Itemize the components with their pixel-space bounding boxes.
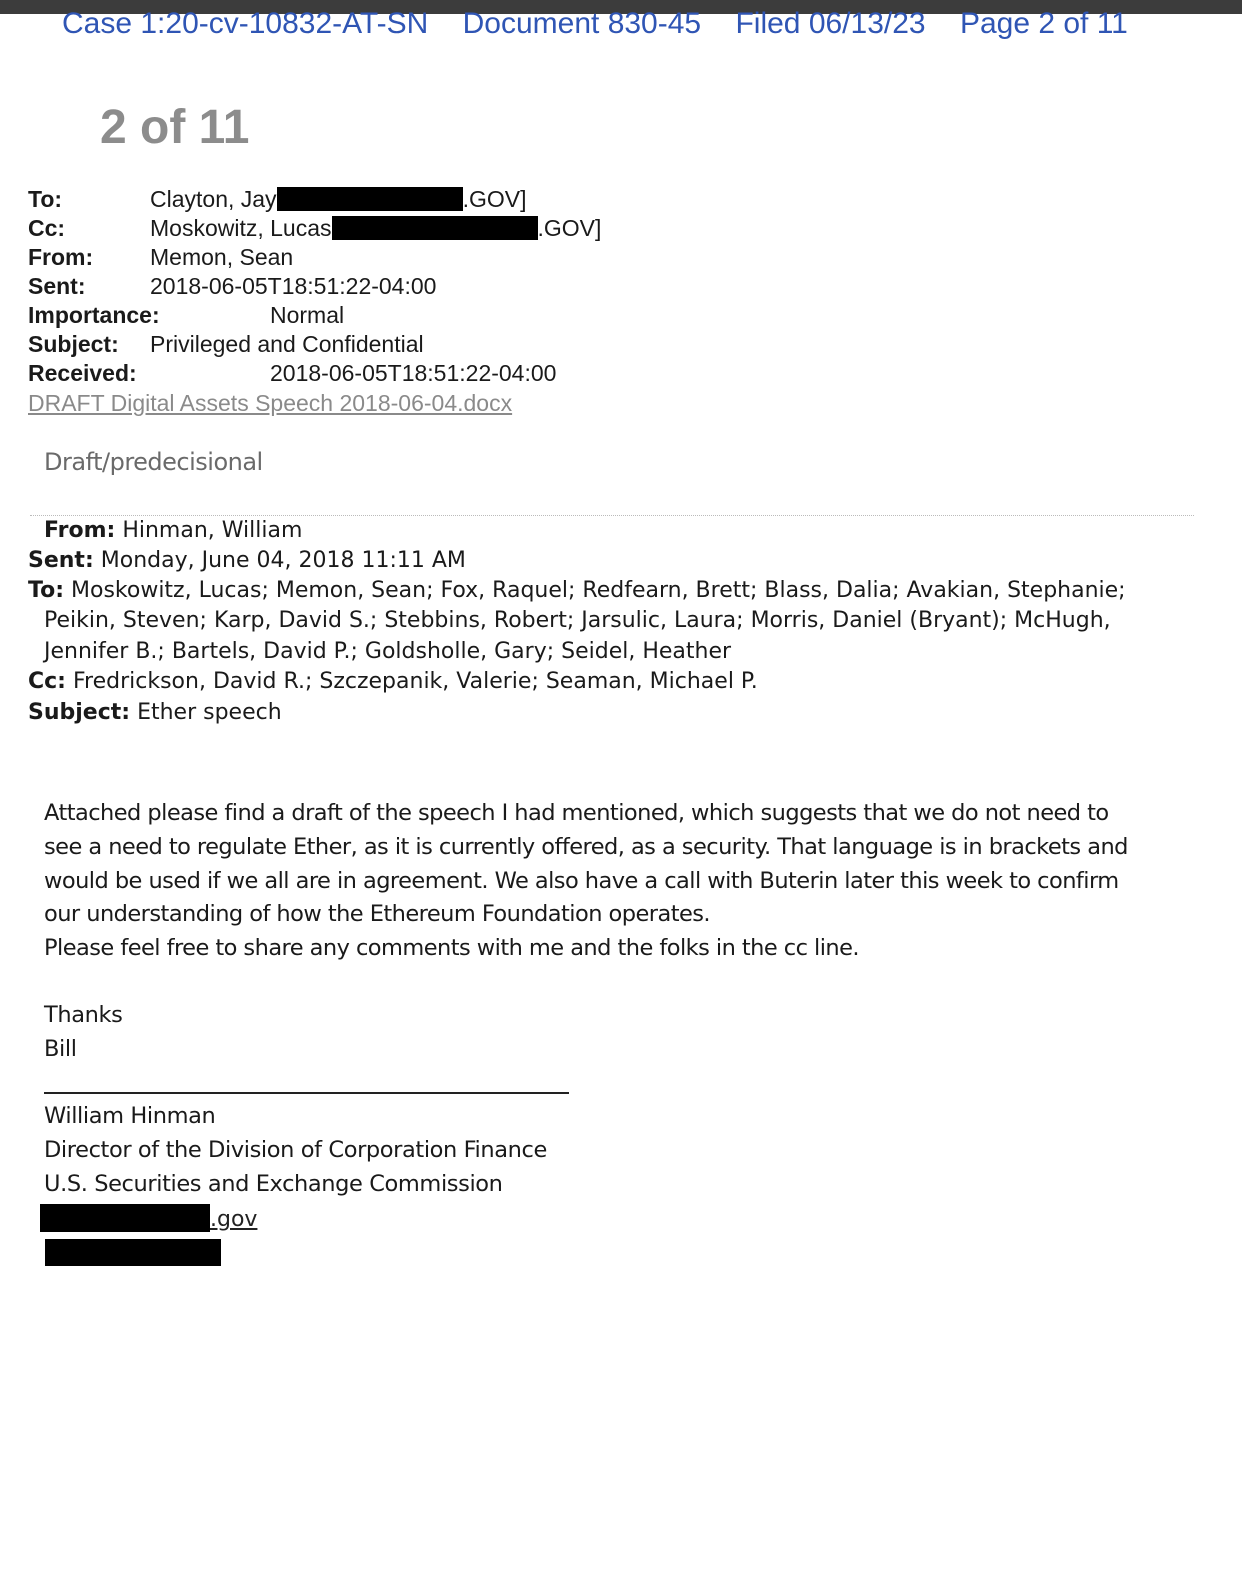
fwd-sent-label: Sent: [28,548,94,573]
signature-title: Director of the Division of Corporation Finance [44,1136,547,1163]
header-sent-label: Sent: [28,273,86,299]
fwd-to-label: To: [28,578,64,603]
body-line: would be used if we all are in agreement. We also have a call with Buterin later this week to confirm [44,867,1119,894]
header-importance-value: Normal [270,302,345,328]
header-cc-label: Cc: [28,215,66,241]
header-importance-row [28,301,345,330]
header-importance-label: Importance: [28,302,160,328]
header-from-label: From: [28,244,94,270]
draft-note: Draft/predecisional [44,448,263,476]
header-sent-row [28,272,437,301]
signature-block [44,1100,604,1201]
fwd-subject-label: Subject: [28,700,131,725]
header-from-value: Memon, Sean [150,244,294,270]
page-counter: 2 of 11 [100,101,250,154]
redaction-box [332,216,538,240]
case-number: Case 1:20-cv-10832-AT-SN [62,7,429,40]
closing-thanks: Thanks [44,1002,123,1028]
email-body [44,797,1214,966]
body-line: Attached please find a draft of the speech I had mentioned, which suggests that we do not need to [44,800,1109,826]
court-filing-header [62,4,1242,44]
fwd-to-row [28,576,1208,607]
body-line: Please feel free to share any comments with me and the folks in the cc line. [44,935,860,962]
document-number: Document 830-45 [462,7,702,40]
fwd-cc-value: Fredrickson, David R.; Szczepanik, Valerie; Seaman, Michael P. [72,669,758,694]
signature-name: William Hinman [44,1103,216,1129]
closing-name: Bill [44,1035,77,1062]
header-received-value: 2018-06-05T18:51:22-04:00 [270,360,557,386]
signature-divider [44,1092,569,1094]
header-cc-row [28,214,602,243]
fwd-to-line3: Jennifer B.; Bartels, David P.; Goldsholle, Gary; Seidel, Heather [44,639,732,664]
email-suffix[interactable]: .gov [210,1207,258,1232]
filed-date: Filed 06/13/23 [735,7,926,40]
page-number: Page 2 of 11 [959,7,1128,40]
attachment-link[interactable]: DRAFT Digital Assets Speech 2018-06-04.docx [28,390,513,416]
header-cc-value: Moskowitz, Lucas [150,215,332,241]
fwd-sent-row [28,546,1208,577]
signature-org: U.S. Securities and Exchange Commission [44,1170,503,1197]
header-subject-row [28,330,424,359]
header-to-suffix: .GOV] [462,186,527,212]
redaction-box [40,1204,210,1232]
header-sent-value: 2018-06-05T18:51:22-04:00 [150,273,437,299]
redaction-box [45,1239,221,1266]
fwd-cc-row [28,667,1208,698]
fwd-cc-label: Cc: [28,669,66,694]
signature-email [40,1204,257,1234]
fwd-from-value: Hinman, William [122,518,303,543]
fwd-subject-row [28,698,1208,729]
header-received-row [28,359,557,388]
header-to-value-wrap [150,185,526,214]
header-subject-value: Privileged and Confidential [150,331,424,357]
header-subject-label: Subject: [28,331,119,357]
body-line: see a need to regulate Ether, as it is currently offered, as a security. That language is in brackets and [44,833,1128,860]
header-cc-value-wrap [150,214,601,243]
fwd-sent-value: Monday, June 04, 2018 11:11 AM [100,548,466,573]
header-to-row [28,185,527,214]
fwd-to-line2: Peikin, Steven; Karp, David S.; Stebbins, Robert; Jarsulic, Laura; Morris, Daniel (Bryant); McHugh, [44,608,1111,633]
redaction-box [277,187,463,211]
fwd-subject-value: Ether speech [137,700,282,725]
fwd-from-row [28,516,1224,547]
fwd-from-label: From: [44,518,116,543]
header-to-value: Clayton, Jay [150,186,277,212]
header-received-label: Received: [28,360,137,386]
header-to-label: To: [28,186,63,212]
closing-block [44,999,604,1067]
header-from-row [28,243,294,272]
header-cc-suffix: .GOV] [537,215,602,241]
fwd-to-line1: Moskowitz, Lucas; Memon, Sean; Fox, Raquel; Redfearn, Brett; Blass, Dalia; Avakian, Stephanie; [71,578,1126,603]
body-line: our understanding of how the Ethereum Foundation operates. [44,901,711,928]
